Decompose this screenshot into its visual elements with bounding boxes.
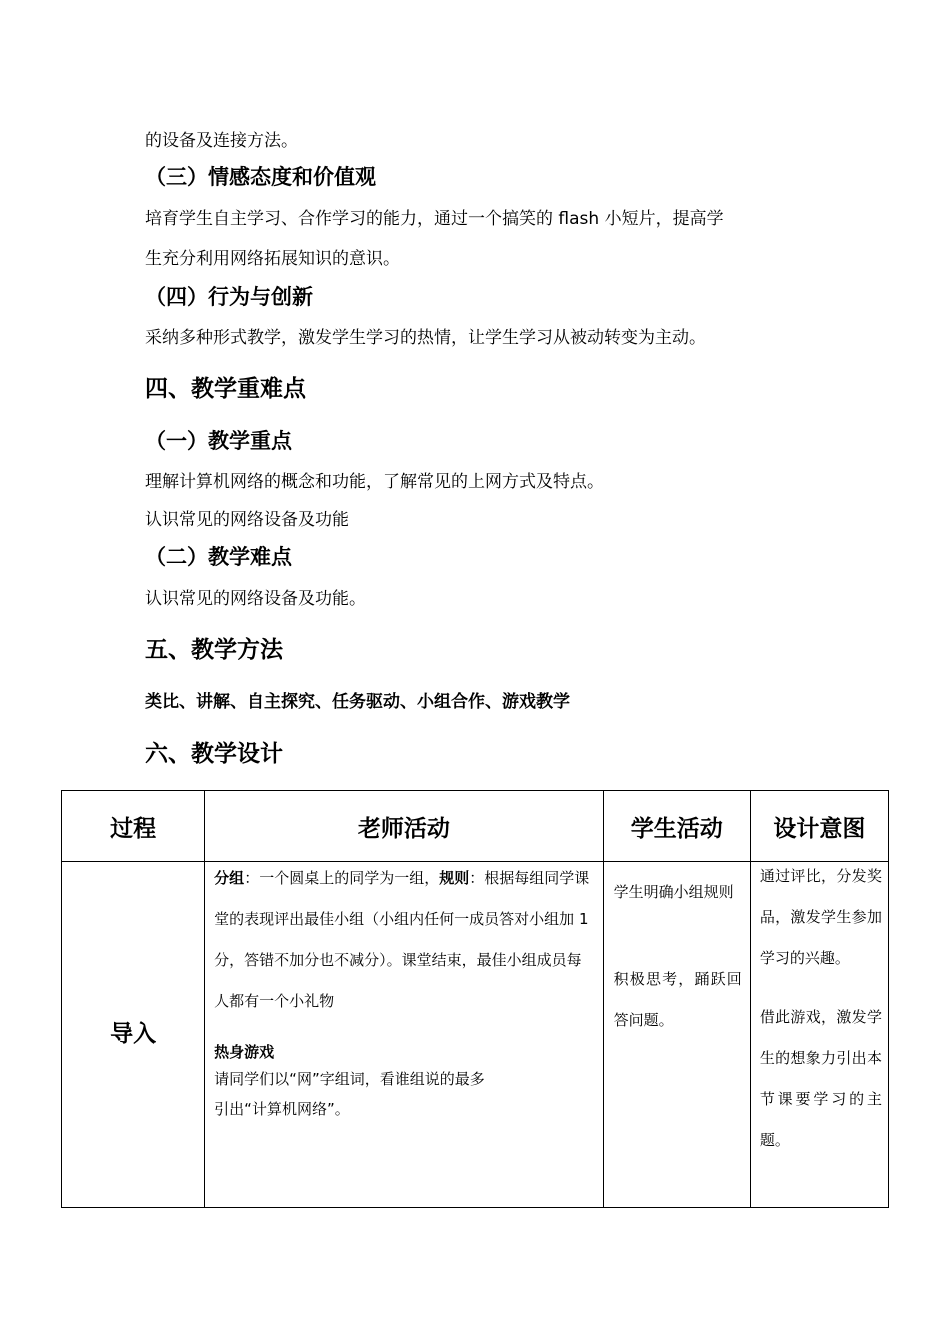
header-teacher-activity: 老师活动 (205, 791, 603, 862)
header-design-intent: 设计意图 (750, 791, 888, 862)
paragraph-text: 理解计算机网络的概念和功能，了解常见的上网方式及特点。 (145, 472, 604, 492)
rule-label: 规则 (439, 869, 470, 887)
grouping-rules-text (214, 858, 594, 1022)
paragraph-text: 采纳多种形式教学，激发学生学习的热情，让学生学习从被动转变为主动。 (145, 328, 706, 348)
design-text: 通过评比，分发奖品，激发学生参加学习的兴趣。 (759, 867, 882, 967)
student-text: 学生明确小组规则 (613, 883, 734, 901)
stage-cell: 导入 (62, 862, 205, 1208)
group-label: 分组 (214, 869, 245, 887)
design-intent-cell (750, 862, 888, 1208)
teaching-design-table (61, 790, 889, 1208)
table-row (62, 862, 889, 1208)
subheading-emotion-values: （三）情感态度和价值观 (145, 165, 376, 189)
rule-text: ：根据每组同学课堂的表现评出最佳小组（小组内任何一成员答对小组加 1 分，答错不加分也不减分）。课堂结束，最佳小组成员每人都有一个小礼物 (214, 869, 590, 1010)
teaching-methods-list: 类比、讲解、自主探究、任务驱动、小组合作、游戏教学 (145, 692, 570, 712)
student-text: 积极思考，踊跃回答问题。 (613, 970, 742, 1029)
paragraph-text: 的设备及连接方法。 (145, 131, 298, 151)
design-text: 借此游戏，激发学生的想象力引出本节课要学习的主题。 (759, 1008, 882, 1149)
header-student-activity: 学生活动 (603, 791, 750, 862)
paragraph-text: 认识常见的网络设备及功能 (145, 510, 349, 530)
paragraph-text: 培育学生自主学习、合作学习的能力，通过一个搞笑的 flash 小短片，提高学 (145, 209, 724, 229)
subheading-key-points: （一）教学重点 (145, 429, 292, 453)
subheading-behavior-innovation: （四）行为与创新 (145, 285, 313, 309)
warmup-game-line: 请同学们以“网”字组词，看谁组说的最多 (214, 1070, 485, 1088)
teacher-activity-cell (205, 862, 603, 1208)
heading-key-difficult-points: 四、教学重难点 (145, 376, 306, 402)
heading-teaching-methods: 五、教学方法 (145, 637, 283, 663)
warmup-game-line: 引出“计算机网络”。 (214, 1100, 350, 1118)
header-process: 过程 (62, 791, 205, 862)
table-header-row (62, 791, 889, 862)
subheading-difficult-points: （二）教学难点 (145, 545, 292, 569)
student-activity-cell (603, 862, 750, 1208)
warmup-game-label: 热身游戏 (214, 1043, 275, 1061)
heading-teaching-design: 六、教学设计 (145, 741, 283, 767)
paragraph-text: 认识常见的网络设备及功能。 (145, 589, 366, 609)
paragraph-text: 生充分利用网络拓展知识的意识。 (145, 249, 400, 269)
group-text: ：一个圆桌上的同学为一组， (244, 869, 440, 887)
